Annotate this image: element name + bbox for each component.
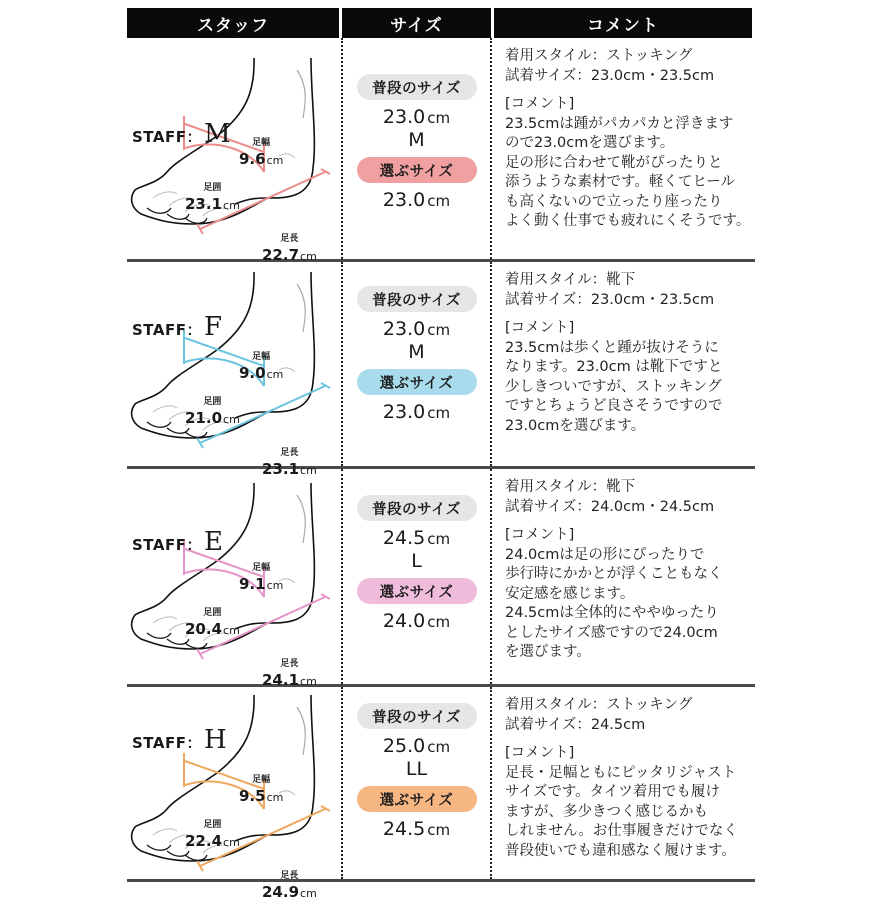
comment-heading: [コメント] — [505, 745, 575, 761]
comment-line: よく動く仕事でも疲れにくそうです。 — [505, 213, 751, 229]
tried-sizes: 試着サイズ：23.0cm・23.5cm — [505, 291, 715, 308]
staff-cell — [127, 687, 341, 901]
foot-length-label: 足長 — [280, 234, 299, 244]
foot-girth-value: 22.4 — [185, 832, 223, 850]
staff-name — [132, 527, 223, 557]
usual-size-value: 23.0 cm — [382, 106, 451, 128]
comment-line: ですとちょうど良さそうですので — [505, 398, 723, 414]
foot-width-label: 足幅 — [252, 563, 271, 573]
comment-line: 少しきついですが、ストッキング — [505, 378, 722, 395]
comment-heading: [コメント] — [505, 320, 575, 336]
chosen-size-value: 24.5 cm — [382, 818, 451, 840]
usual-size-value: 25.0 cm — [382, 735, 451, 757]
staff-letter: E — [203, 527, 224, 557]
foot-width-value: 9.6 — [239, 150, 266, 168]
size-cell — [341, 687, 492, 879]
comment-line: 添うような素材です。軽くてヒール — [505, 174, 735, 190]
comment-line: 安定感を感じます。 — [505, 585, 635, 602]
header-size: サイズ — [342, 8, 491, 38]
usual-size-letter: M — [408, 129, 425, 151]
foot-girth-value: 20.4 — [185, 620, 223, 638]
chosen-size-badge: 選ぶサイズ — [357, 369, 477, 395]
tried-sizes: 試着サイズ：24.0cm・24.5cm — [505, 498, 715, 515]
foot-diagram-icon — [127, 262, 341, 469]
staff-cell — [127, 38, 341, 264]
staff-cell — [127, 262, 341, 478]
foot-diagram-icon — [127, 469, 341, 687]
foot-width-value: 9.5 — [239, 787, 266, 805]
comment-line: 24.5cmは全体的にややゆったり — [505, 605, 719, 621]
foot-girth-label: 足囲 — [203, 183, 222, 193]
staff-letter: H — [203, 725, 228, 755]
comment-line: なります。23.0cm は靴下ですと — [505, 359, 723, 375]
usual-size-badge: 普段のサイズ — [357, 74, 477, 100]
comment-line: しれません。お仕事履きだけでなく — [505, 823, 738, 839]
table-body — [127, 38, 755, 901]
staff-name — [132, 119, 231, 149]
comment-line: を選びます。 — [505, 644, 591, 660]
foot-length-measurement: 足長 24.9cm — [262, 871, 317, 901]
tried-sizes: 試着サイズ：23.0cm・23.5cm — [505, 67, 715, 84]
foot-length-measurement: 足長 23.1cm — [262, 448, 317, 478]
staff-letter: F — [203, 312, 223, 342]
foot-girth-label: 足囲 — [203, 608, 222, 618]
foot-width-value: 9.0 — [239, 364, 266, 382]
comment-cell — [492, 469, 755, 684]
wearing-style: 着用スタイル：ストッキング — [505, 48, 693, 64]
usual-size-badge: 普段のサイズ — [357, 495, 477, 521]
size-cell — [341, 38, 492, 259]
comment-cell — [492, 38, 755, 259]
table-row-staff-e — [127, 469, 755, 687]
foot-girth-value: 21.0 — [185, 409, 223, 427]
comment-line: 歩行時にかかとが浮くこともなく — [505, 566, 723, 582]
foot-girth-measurement: 足囲 23.1cm — [185, 183, 240, 213]
staff-prefix: STAFF： — [132, 128, 202, 146]
foot-width-label: 足幅 — [252, 775, 271, 785]
foot-width-measurement: 足幅 9.1cm — [239, 563, 284, 593]
foot-length-value: 23.1 — [262, 460, 300, 478]
comment-line: 23.5cmは踵がパカパカと浮きます — [505, 115, 734, 132]
staff-size-table — [127, 8, 755, 901]
comment-line: 足の形に合わせて靴がぴったりと — [505, 154, 723, 171]
table-row-staff-m — [127, 38, 755, 262]
foot-length-value: 24.1 — [262, 671, 300, 689]
usual-size-letter: L — [411, 550, 422, 572]
usual-size-badge: 普段のサイズ — [357, 703, 477, 729]
foot-length-measurement: 足長 24.1cm — [262, 659, 317, 689]
chosen-size-value: 24.0 cm — [382, 610, 451, 632]
comment-cell — [492, 262, 755, 466]
comment-text — [505, 115, 755, 232]
foot-girth-label: 足囲 — [203, 397, 222, 407]
comment-line: も高くないので立ったり座ったり — [505, 193, 723, 210]
foot-girth-label: 足囲 — [203, 820, 222, 830]
size-cell — [341, 262, 492, 466]
staff-name — [132, 725, 227, 755]
comment-heading: [コメント] — [505, 96, 575, 112]
foot-girth-measurement: 足囲 21.0cm — [185, 397, 240, 427]
foot-width-label: 足幅 — [252, 138, 271, 148]
foot-width-measurement: 足幅 9.5cm — [239, 775, 284, 805]
comment-line: 24.0cmは足の形にぴったりで — [505, 546, 705, 563]
comment-line: ので23.0cmを選びます。 — [505, 135, 675, 151]
wearing-style: 着用スタイル：靴下 — [505, 479, 636, 495]
comment-text — [505, 339, 755, 437]
wearing-style: 着用スタイル：靴下 — [505, 272, 636, 288]
foot-girth-value: 23.1 — [185, 195, 223, 213]
header-staff: スタッフ — [127, 8, 339, 38]
foot-length-label: 足長 — [280, 871, 299, 881]
foot-width-measurement: 足幅 9.6cm — [239, 138, 284, 168]
foot-length-value: 22.7 — [262, 246, 300, 264]
size-cell — [341, 469, 492, 684]
foot-length-label: 足長 — [280, 659, 299, 669]
foot-length-measurement: 足長 22.7cm — [262, 234, 317, 264]
usual-size-badge: 普段のサイズ — [357, 286, 477, 312]
staff-letter: M — [203, 119, 232, 149]
wearing-style: 着用スタイル：ストッキング — [505, 697, 693, 713]
usual-size-letter: M — [408, 341, 425, 363]
comment-line: としたサイズ感ですので24.0cm — [505, 624, 718, 641]
table-row-staff-f — [127, 262, 755, 478]
staff-name — [132, 312, 223, 342]
foot-girth-measurement: 足囲 22.4cm — [185, 820, 240, 850]
foot-length-label: 足長 — [280, 448, 299, 458]
comment-line: ますが、多少きつく感じるかも — [505, 803, 708, 820]
chosen-size-value: 23.0 cm — [382, 189, 451, 211]
chosen-size-badge: 選ぶサイズ — [357, 578, 477, 604]
usual-size-letter: LL — [405, 758, 428, 780]
staff-prefix: STAFF： — [132, 734, 202, 752]
chosen-size-value: 23.0 cm — [382, 401, 451, 423]
foot-length-value: 24.9 — [262, 883, 300, 901]
staff-cell — [127, 469, 341, 689]
table-row-staff-h — [127, 687, 755, 901]
tried-sizes: 試着サイズ：24.5cm — [505, 716, 646, 733]
header-comment: コメント — [494, 8, 752, 38]
foot-width-value: 9.1 — [239, 575, 266, 593]
comment-line: 23.5cmは歩くと踵が抜けそうに — [505, 339, 719, 356]
comment-line: 普段使いでも違和感なく履けます。 — [505, 842, 736, 859]
foot-girth-measurement: 足囲 20.4cm — [185, 608, 240, 638]
comment-line: サイズです。タイツ着用でも履け — [505, 784, 720, 800]
usual-size-value: 24.5 cm — [382, 527, 451, 549]
comment-line: 足長・足幅ともにピッタリジャスト — [505, 764, 737, 781]
staff-prefix: STAFF： — [132, 321, 202, 339]
foot-width-label: 足幅 — [252, 352, 271, 362]
foot-width-measurement: 足幅 9.0cm — [239, 352, 284, 382]
comment-text — [505, 546, 755, 663]
foot-diagram-icon — [127, 687, 341, 882]
comment-line: 23.0cmを選びます。 — [505, 417, 646, 434]
table-header — [127, 8, 755, 38]
usual-size-value: 23.0 cm — [382, 318, 451, 340]
chosen-size-badge: 選ぶサイズ — [357, 786, 477, 812]
foot-diagram-icon — [127, 38, 341, 262]
comment-heading: [コメント] — [505, 527, 575, 543]
staff-prefix: STAFF： — [132, 536, 202, 554]
chosen-size-badge: 選ぶサイズ — [357, 157, 477, 183]
comment-text — [505, 764, 755, 862]
comment-cell — [492, 687, 755, 879]
